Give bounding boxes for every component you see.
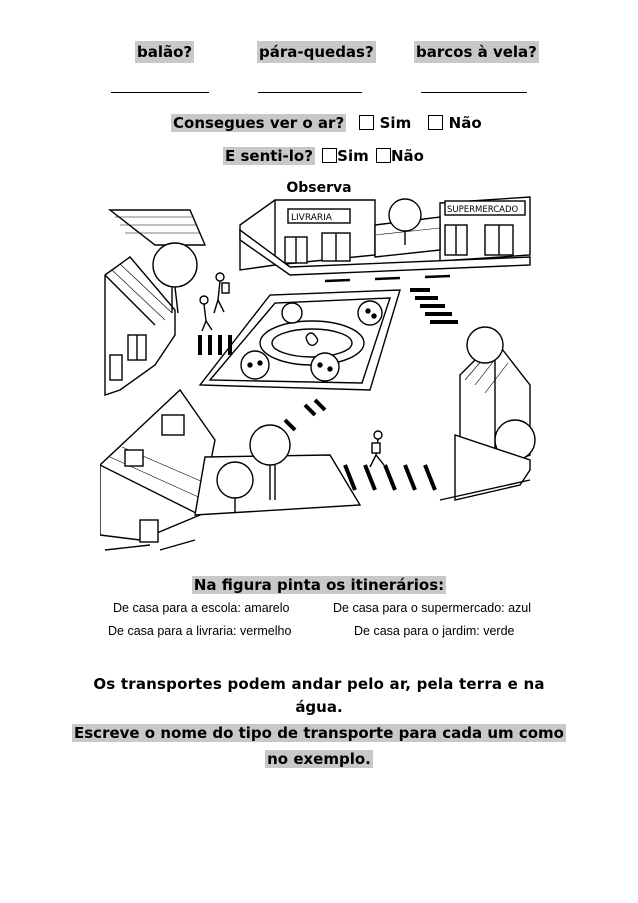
option-see-air-yes: Sim [379, 114, 412, 132]
answer-line-3[interactable] [421, 92, 527, 93]
itinerary-library: De casa para a livraria: vermelho [108, 624, 292, 638]
itinerary-supermarket: De casa para o supermercado: azul [333, 601, 532, 615]
top-label-sailboats: barcos à vela? [416, 43, 537, 61]
transport-line-1: Os transportes podem andar pelo ar, pela terra e na [93, 675, 545, 693]
answer-line-2[interactable] [258, 92, 362, 93]
transport-instruction-wrap-2 [0, 748, 638, 770]
checkbox-feel-air-no[interactable] [376, 148, 391, 163]
supermarket-sign-text: SUPERMERCADO [447, 205, 519, 215]
option-feel-air-yes: Sim [337, 147, 369, 165]
pedestrian-bottom [370, 431, 384, 467]
question-see-air [171, 112, 482, 134]
checkbox-see-air-yes[interactable] [359, 115, 374, 130]
top-road-dashes [325, 276, 450, 281]
house-bottom-left [100, 390, 215, 542]
sidewalk-top-left [110, 210, 205, 245]
library-building [240, 200, 375, 270]
garden-bottom-left [195, 425, 360, 515]
curb-bottom-left [160, 540, 195, 550]
paint-heading-wrap [0, 574, 638, 596]
town-illustration [100, 195, 545, 565]
transport-line-3: Escreve o nome do tipo de transporte para cada um como [74, 724, 564, 742]
pedestrian-top [214, 273, 229, 313]
itinerary-school: De casa para a escola: amarelo [113, 601, 290, 615]
supermarket-building [440, 197, 530, 261]
pedestrian-left [200, 296, 212, 331]
curb-bottom [105, 545, 150, 550]
itinerary-garden: De casa para o jardim: verde [354, 624, 515, 638]
transport-instruction-wrap [0, 722, 638, 744]
transport-line-4: no exemplo. [267, 750, 371, 768]
library-sign-text: LIVRARIA [291, 213, 332, 223]
top-wall [375, 199, 440, 257]
top-label-balloon: balão? [137, 43, 193, 61]
option-feel-air-no: Não [390, 147, 424, 165]
question-feel-air-text: E senti-lo? [225, 147, 313, 165]
top-label-parachute: pára-quedas? [259, 43, 374, 61]
observe-label: Observa [286, 180, 352, 196]
question-feel-air [223, 145, 424, 167]
crosswalk-top [410, 290, 458, 322]
answer-line-1[interactable] [111, 92, 209, 93]
transport-line-2: água. [295, 698, 343, 716]
checkbox-feel-air-yes[interactable] [322, 148, 337, 163]
paint-heading: Na figura pinta os itinerários: [193, 576, 445, 594]
question-see-air-text: Consegues ver o ar? [173, 114, 345, 132]
checkbox-see-air-no[interactable] [428, 115, 443, 130]
option-see-air-no: Não [448, 114, 482, 132]
